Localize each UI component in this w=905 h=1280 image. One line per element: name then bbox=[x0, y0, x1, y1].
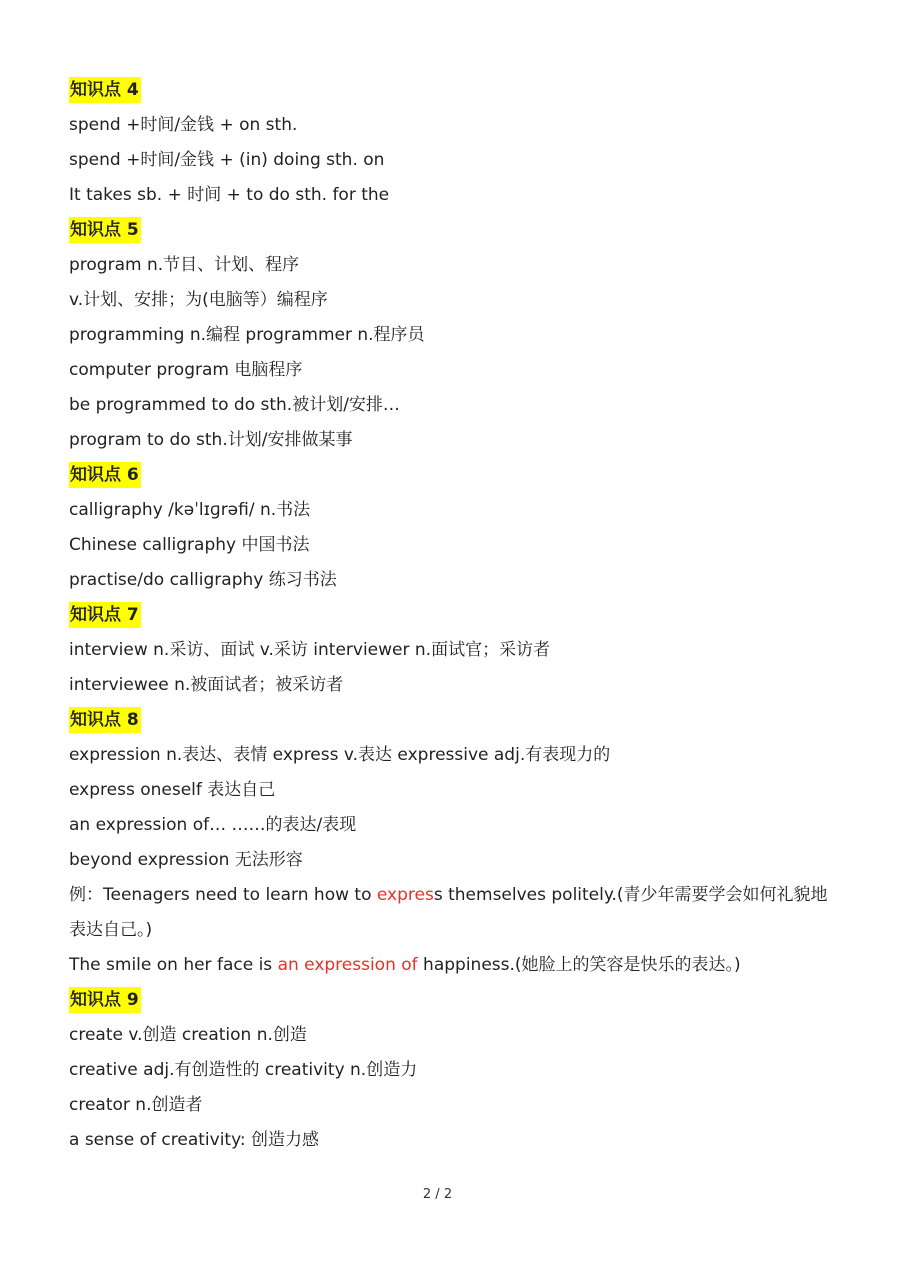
section-heading-8 bbox=[69, 703, 859, 738]
section-heading-5 bbox=[69, 213, 859, 248]
heading-text: 知识点 5 bbox=[69, 217, 141, 243]
section-heading-7 bbox=[69, 598, 859, 633]
red-highlight-text: an expression of bbox=[277, 955, 418, 975]
text-line: express oneself 表达自己 bbox=[69, 780, 276, 800]
text-line: interviewee n.被面试者；被采访者 bbox=[69, 675, 344, 695]
example-sentence-2 bbox=[69, 948, 859, 983]
heading-text: 知识点 9 bbox=[69, 987, 141, 1013]
page-number: 2 / 2 bbox=[422, 1187, 453, 1202]
text-line: creative adj.有创造性的 creativity n.创造力 bbox=[69, 1060, 418, 1080]
text-line: v.计划、安排；为(电脑等）编程序 bbox=[69, 290, 328, 310]
example-text: s themselves politely.(青少年需要学会如何礼貌地 bbox=[433, 885, 828, 905]
example-sentence-1 bbox=[69, 878, 859, 913]
text-line: Chinese calligraphy 中国书法 bbox=[69, 535, 310, 555]
text-line: program to do sth.计划/安排做某事 bbox=[69, 430, 353, 450]
example-text: The smile on her face is bbox=[69, 955, 278, 975]
section-heading-9 bbox=[69, 983, 859, 1018]
red-highlight-text: expres bbox=[376, 885, 434, 905]
text-line: expression n.表达、表情 express v.表达 expressive adj.有表现力的 bbox=[69, 745, 611, 765]
text-line: programming n.编程 programmer n.程序员 bbox=[69, 325, 425, 345]
text-line: beyond expression 无法形容 bbox=[69, 850, 303, 870]
text-line: calligraphy /kəˈlɪɡrəfi/ n.书法 bbox=[69, 500, 311, 520]
example-text: 例：Teenagers need to learn how to bbox=[69, 885, 377, 905]
heading-text: 知识点 4 bbox=[69, 77, 141, 103]
text-line: It takes sb. + 时间 + to do sth. for the bbox=[69, 185, 390, 205]
section-heading-6 bbox=[69, 458, 859, 493]
example-text: happiness.(她脸上的笑容是快乐的表达。) bbox=[417, 955, 741, 975]
text-line: program n.节目、计划、程序 bbox=[69, 255, 300, 275]
text-line: spend +时间/金钱 + (in) doing sth. on bbox=[69, 150, 385, 170]
text-line: a sense of creativity: 创造力感 bbox=[69, 1130, 320, 1150]
text-line: computer program 电脑程序 bbox=[69, 360, 303, 380]
example-sentence-1-continuation: 表达自己。) bbox=[69, 920, 153, 940]
document-body bbox=[69, 73, 859, 1158]
text-line: an expression of… ……的表达/表现 bbox=[69, 815, 357, 835]
text-line: creator n.创造者 bbox=[69, 1095, 203, 1115]
section-heading-4 bbox=[69, 73, 859, 108]
heading-text: 知识点 8 bbox=[69, 707, 141, 733]
text-line: create v.创造 creation n.创造 bbox=[69, 1025, 307, 1045]
heading-text: 知识点 7 bbox=[69, 602, 141, 628]
text-line: interview n.采访、面试 v.采访 interviewer n.面试官；采访者 bbox=[69, 640, 551, 660]
heading-text: 知识点 6 bbox=[69, 462, 141, 488]
text-line: practise/do calligraphy 练习书法 bbox=[69, 570, 337, 590]
text-line: spend +时间/金钱 + on sth. bbox=[69, 115, 298, 135]
text-line: be programmed to do sth.被计划/安排… bbox=[69, 395, 400, 415]
